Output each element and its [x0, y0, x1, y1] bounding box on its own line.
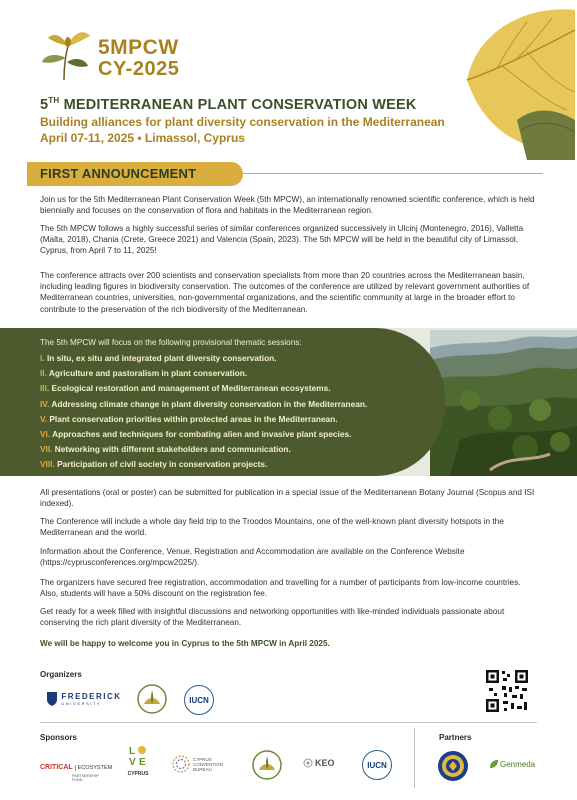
closing-paragraph: Get ready for a week filled with insightful discussions and networking opportunities with like-minded individuals passionate about conserving the rich plant diversity of the Mediterranean.: [40, 607, 505, 628]
intro-paragraph: Join us for the 5th Mediterranean Plant Conservation Week (5th MPCW), an internationally renowned scientific conference, which is held biennially and focuses on the conservation of flora and habitats in the Mediterranean region.: [40, 195, 535, 216]
list-item: II. Agriculture and pastoralism in plant conservation.: [40, 368, 248, 379]
field-trip-paragraph: The Conference will include a whole day field trip to the Troodos Mountains, one of the well-known plant diversity hotspots in the Mediterranean and the world.: [40, 517, 504, 538]
iucn-logo: IUCN: [184, 685, 214, 715]
sponsors-label: Sponsors: [40, 733, 77, 742]
iucn-logo: IUCN: [362, 750, 392, 780]
list-item: IV. Addressing climate change in plant diversity conservation in the Mediterranean.: [40, 398, 368, 409]
conference-logo: [34, 22, 234, 88]
date-location: April 07-11, 2025 • Limassol, Cyprus: [40, 131, 245, 145]
organizers-label: Organizers: [40, 670, 82, 679]
frederick-logo: FREDERICK UNIVERSITY: [40, 688, 128, 710]
partners-label: Partners: [439, 733, 472, 742]
plant-logo-icon: [34, 22, 96, 84]
list-item: III. Ecological restoration and management of Mediterranean ecosystems.: [40, 383, 331, 394]
list-item: VI. Approaches and techniques for combating alien and invasive plant species.: [40, 429, 352, 440]
leaf-icon: [489, 759, 499, 769]
logo-subtitle: CY-2025: [98, 58, 180, 80]
love-icon: [128, 744, 148, 766]
announcement-label: FIRST ANNOUNCEMENT: [40, 166, 197, 181]
cepf-logo: CRITICAL ECOSYSTEM PARTNERSHIP FUND: [40, 764, 113, 782]
list-item: VIII. Participation of civil society in conservation projects.: [40, 459, 268, 470]
page-subtitle: Building alliances for plant diversity conservation in the Mediterranean: [40, 115, 445, 129]
sessions-intro: The 5th MPCW will focus on the following provisional thematic sessions:: [40, 338, 302, 347]
ministry-logo-icon: [137, 684, 167, 714]
globe-icon: [172, 755, 190, 773]
logo-title: 5MPCW: [98, 36, 179, 59]
flower-icon: [303, 758, 313, 768]
publication-paragraph: All presentations (oral or poster) can be submitted for publication in a special issue of the Mediterranean Botany Journal (Scopus and ISI indexed).: [40, 488, 535, 509]
website-paragraph: Information about the Conference, Venue, Registration and Accommodation are available on the Conference Website (https://cyprusconferences.org/mpcw2025/).: [40, 547, 465, 568]
page-title: 5TH MEDITERRANEAN PLANT CONSERVATION WEEK: [40, 96, 417, 113]
svg-text:L: L: [129, 746, 136, 757]
partner-seal-icon: [437, 750, 469, 782]
convention-bureau-logo: CYPRUS CONVENTION BUREAU: [172, 752, 232, 776]
divider: [243, 173, 543, 174]
partners-divider: [414, 728, 415, 788]
keo-logo: KEO: [303, 758, 335, 768]
list-item: I. In situ, ex situ and integrated plant diversity conservation.: [40, 353, 277, 363]
genmeda-logo: Genmeda: [489, 759, 535, 769]
shield-icon: [46, 691, 58, 707]
love-cyprus-logo: L V E CYPRUS: [127, 746, 149, 777]
leaf-illustration: [457, 0, 577, 160]
footer-divider: [40, 722, 537, 723]
support-paragraph: The organizers have secured free registration, accommodation and travelling for a number of participants from low-income countries. Also, students will have a 50% discount on the registration fee.: [40, 578, 521, 599]
list-item: V. Plant conservation priorities within protected areas in the Mediterranean.: [40, 413, 338, 424]
sessions-list: [40, 351, 367, 473]
forest-landscape-image: [430, 330, 577, 476]
welcome-message: We will be happy to welcome you in Cyprus to the 5th MPCW in April 2025.: [40, 639, 330, 648]
svg-text:V: V: [129, 757, 136, 766]
audience-paragraph: The conference attracts over 200 scientists and conservation specialists from more than 20 countries across the Mediterranean basin, including leading figures in biodiversity conservation. The outcomes of the conference are utilized by relevant government authorities of Mediterranean countries, universities, non-governmental organizations, and the scientific community at large in the broader effort to contribute to the preservation of the rich biodiversity of the Mediterranean.: [40, 271, 530, 314]
history-paragraph: The 5th MPCW follows a highly successful series of similar conferences organized successively in Ulcinj (Montenegro, 2016), Valletta (Malta, 2018), Chania (Crete, Greece 2021) and Valencia (Spain, 2023). The 5th MPCW will be held in the beautiful city of Limassol, Cyprus, from April 7 to 11, 2025!: [40, 224, 524, 256]
list-item: VII. Networking with different stakeholders and communication.: [40, 444, 291, 455]
svg-text:E: E: [139, 757, 146, 766]
qr-code-icon[interactable]: [484, 668, 530, 714]
ministry-logo-icon: [252, 750, 282, 780]
